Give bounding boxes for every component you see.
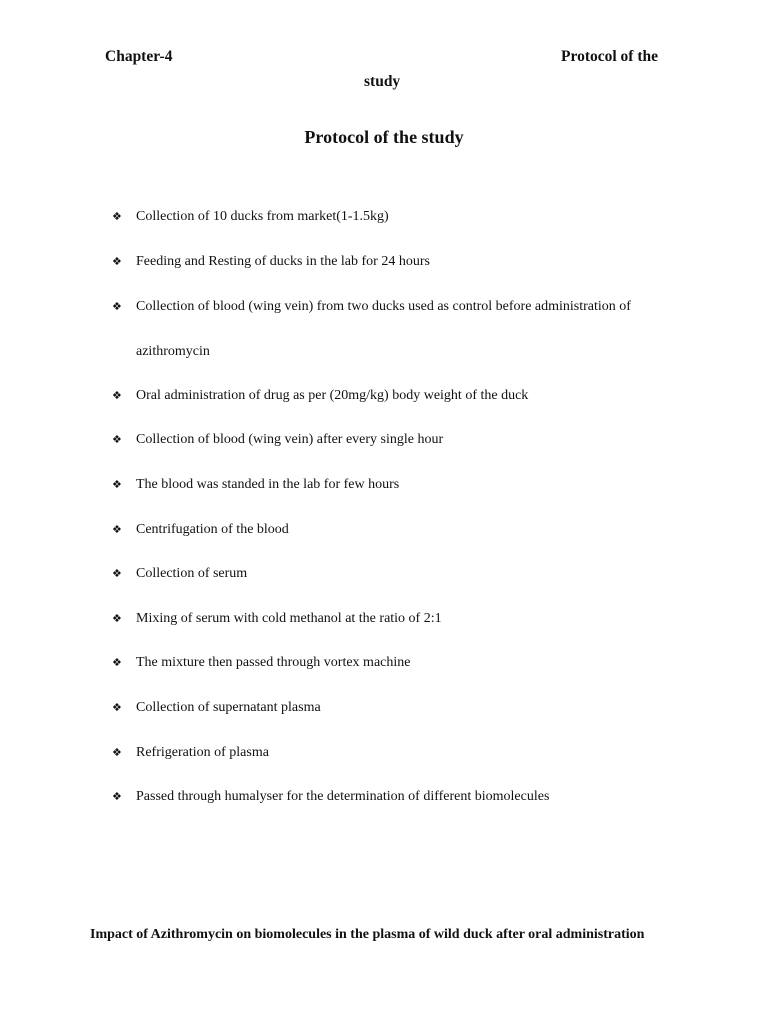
protocol-step <box>112 429 692 451</box>
diamond-bullet-icon: ❖ <box>112 745 122 759</box>
protocol-step <box>112 474 692 496</box>
protocol-step-text: Collection of serum <box>136 566 248 582</box>
footer-caption: Impact of Azithromycin on biomolecules in the plasma of wild duck after oral administration <box>90 927 645 942</box>
diamond-bullet-icon: ❖ <box>112 477 122 491</box>
protocol-step-text: Mixing of serum with cold methanol at the ratio of 2:1 <box>136 610 442 626</box>
diamond-bullet-icon: ❖ <box>112 254 122 268</box>
protocol-step <box>112 206 692 228</box>
protocol-step <box>112 652 692 674</box>
protocol-step <box>112 697 692 719</box>
protocol-step <box>112 608 692 630</box>
protocol-step-text: Collection of blood (wing vein) after every single hour <box>136 432 444 448</box>
protocol-step-text: Collection of blood (wing vein) from two ducks used as control before administration of azithromycin <box>136 298 631 359</box>
protocol-steps-list <box>112 206 692 831</box>
running-header-part-2: study <box>364 73 401 90</box>
diamond-bullet-icon: ❖ <box>112 567 122 581</box>
protocol-step-text: Centrifugation of the blood <box>136 521 289 537</box>
protocol-step <box>112 742 692 764</box>
protocol-step-text: Oral administration of drug as per (20mg/kg) body weight of the duck <box>136 387 529 403</box>
protocol-step <box>112 786 692 808</box>
diamond-bullet-icon: ❖ <box>112 433 122 447</box>
protocol-step-text: The blood was standed in the lab for few hours <box>136 476 400 492</box>
protocol-step-text: Collection of supernatant plasma <box>136 699 321 715</box>
protocol-step <box>112 385 692 407</box>
diamond-bullet-icon: ❖ <box>112 522 122 536</box>
chapter-label: Chapter-4 <box>105 48 173 65</box>
diamond-bullet-icon: ❖ <box>112 299 122 313</box>
diamond-bullet-icon: ❖ <box>112 656 122 670</box>
running-header-part-1: Protocol of the <box>561 48 658 65</box>
protocol-step-text: Feeding and Resting of ducks in the lab for 24 hours <box>136 253 430 269</box>
diamond-bullet-icon: ❖ <box>112 790 122 804</box>
protocol-step-text: Collection of 10 ducks from market(1-1.5kg) <box>136 209 389 224</box>
diamond-bullet-icon: ❖ <box>112 388 122 402</box>
diamond-bullet-icon: ❖ <box>112 700 122 714</box>
protocol-step <box>112 519 692 541</box>
protocol-step-text: The mixture then passed through vortex machine <box>136 655 411 671</box>
diamond-bullet-icon: ❖ <box>112 210 122 223</box>
protocol-step <box>112 251 692 273</box>
protocol-step <box>112 563 692 585</box>
protocol-step-text: Refrigeration of plasma <box>136 744 269 760</box>
page-title: Protocol of the study <box>304 127 464 147</box>
diamond-bullet-icon: ❖ <box>112 611 122 625</box>
protocol-step <box>112 284 692 374</box>
protocol-step-text: Passed through humalyser for the determination of different biomolecules <box>136 789 550 805</box>
